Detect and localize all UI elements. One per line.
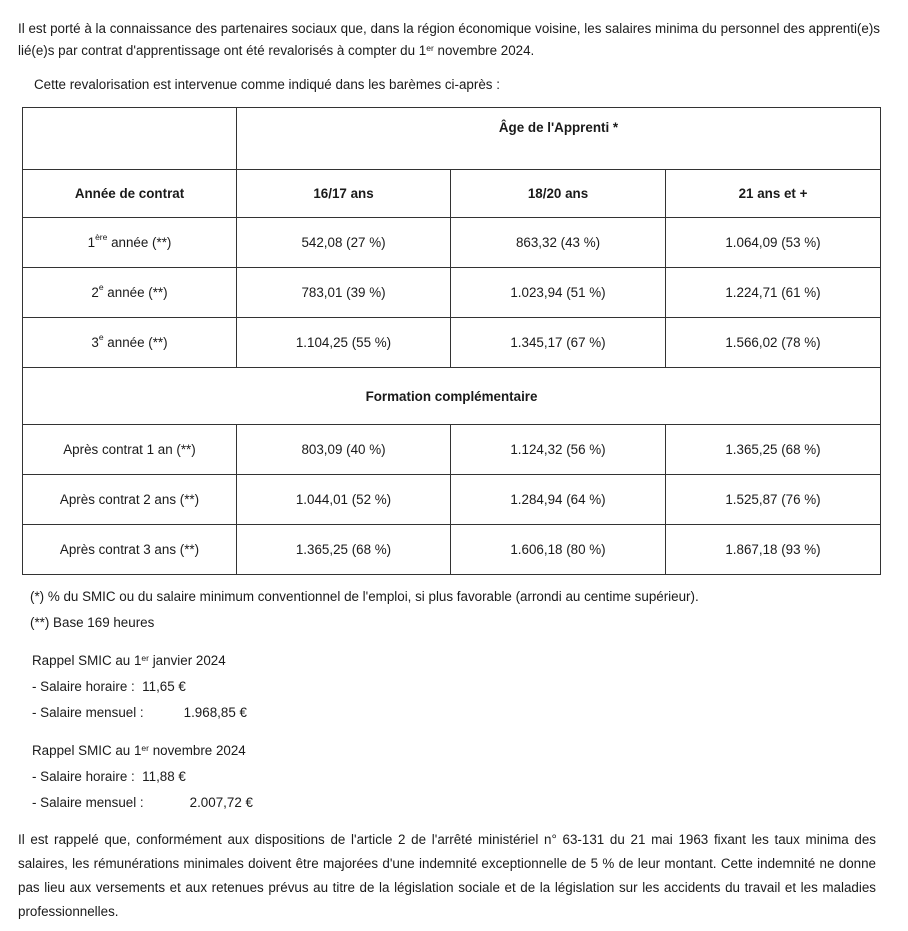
col-header-21-plus: 21 ans et + — [666, 170, 881, 218]
table-cell: 1.365,25 (68 %) — [666, 425, 881, 475]
table-cell: 1.023,94 (51 %) — [451, 268, 666, 318]
section-title: Formation complémentaire — [23, 368, 881, 425]
section-row — [23, 368, 881, 425]
table-cell: 1.224,71 (61 %) — [666, 268, 881, 318]
table-row — [23, 525, 881, 575]
smic-monthly-value: 2.007,72 € — [189, 795, 253, 810]
table-cell: 542,08 (27 %) — [237, 218, 451, 268]
smic-title-november: Rappel SMIC au 1er novembre 2024 — [32, 743, 246, 758]
row-label: 3e année (**) — [23, 318, 237, 368]
table-cell: 1.044,01 (52 %) — [237, 475, 451, 525]
salary-table — [22, 107, 881, 575]
col-header-18-20: 18/20 ans — [451, 170, 666, 218]
row-label: 2e année (**) — [23, 268, 237, 318]
table-cell: 863,32 (43 %) — [451, 218, 666, 268]
table-cell: 1.867,18 (93 %) — [666, 525, 881, 575]
table-row — [23, 475, 881, 525]
table-row — [23, 218, 881, 268]
row-label: Après contrat 3 ans (**) — [23, 525, 237, 575]
table-cell: 1.365,25 (68 %) — [237, 525, 451, 575]
intro-text-end: novembre 2024. — [433, 43, 535, 58]
header-empty-cell — [23, 108, 237, 170]
table-row — [23, 425, 881, 475]
smic-monthly-value: 1.968,85 € — [183, 705, 247, 720]
table-cell: 1.345,17 (67 %) — [451, 318, 666, 368]
table-cell: 1.566,02 (78 %) — [666, 318, 881, 368]
smic-reminders — [32, 648, 632, 816]
table-row — [23, 268, 881, 318]
smic-monthly-november: - Salaire mensuel : 2.007,72 € — [32, 790, 632, 816]
row-label: Après contrat 1 an (**) — [23, 425, 237, 475]
col-label-header: Année de contrat — [23, 170, 237, 218]
table-cell: 1.606,18 (80 %) — [451, 525, 666, 575]
table-cell: 1.064,09 (53 %) — [666, 218, 881, 268]
footnote-percent: (*) % du SMIC ou du salaire minimum conventionnel de l'emploi, si plus favorable (arrondi au centime supérieur). — [30, 589, 699, 604]
table-column-row — [23, 170, 881, 218]
table-header-row — [23, 108, 881, 170]
footnote-base: (**) Base 169 heures — [30, 615, 155, 630]
col-header-16-17: 16/17 ans — [237, 170, 451, 218]
intro-sup: er — [426, 43, 434, 53]
smic-hourly-value: 11,65 € — [142, 679, 186, 694]
smic-hourly-january: - Salaire horaire : 11,65 € — [32, 674, 632, 700]
table-cell: 803,09 (40 %) — [237, 425, 451, 475]
table-row — [23, 318, 881, 368]
row-label: 1ère année (**) — [23, 218, 237, 268]
table-cell: 1.284,94 (64 %) — [451, 475, 666, 525]
intro-paragraph — [18, 18, 880, 62]
smic-monthly-january: - Salaire mensuel : 1.968,85 € — [32, 700, 632, 726]
smic-hourly-november: - Salaire horaire : 11,88 € — [32, 764, 632, 790]
smic-title-january: Rappel SMIC au 1er janvier 2024 — [32, 653, 226, 668]
intro-text: Il est porté à la connaissance des partenaires sociaux que, dans la région économique voisine, les salaires minima du personnel des apprenti(e)s lié(e)s par contrat d'apprentissage ont été revalorisés à compter du 1 — [18, 21, 880, 58]
table-cell: 1.525,87 (76 %) — [666, 475, 881, 525]
smic-hourly-value: 11,88 € — [142, 769, 186, 784]
footnotes — [30, 584, 880, 636]
age-header: Âge de l'Apprenti * — [237, 108, 881, 170]
table-cell: 1.124,32 (56 %) — [451, 425, 666, 475]
table-cell: 783,01 (39 %) — [237, 268, 451, 318]
closing-paragraph: Il est rappelé que, conformément aux dispositions de l'article 2 de l'arrêté ministériel n° 63-131 du 21 mai 1963 fixant les taux minima des salaires, les rémunérations minimales doivent être majorées d'une indemnité exceptionnelle de 5 % de leur montant. Cette indemnité ne donne pas lieu aux versements et aux retenues prévus au titre de la législation sociale et de la législation sur les accidents du travail et les maladies professionnelles. — [18, 832, 876, 919]
table-cell: 1.104,25 (55 %) — [237, 318, 451, 368]
row-label: Après contrat 2 ans (**) — [23, 475, 237, 525]
intro-scale-line: Cette revalorisation est intervenue comme indiqué dans les barèmes ci-après : — [34, 77, 500, 92]
